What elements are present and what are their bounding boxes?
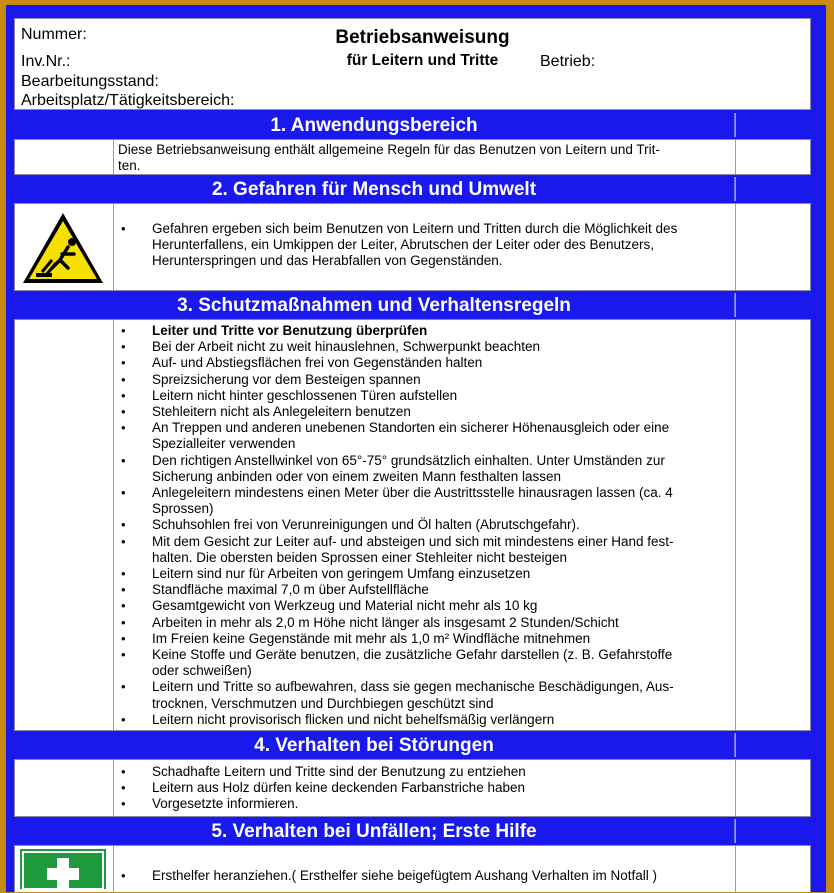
list-item-line: • Gefahren ergeben sich beim Benutzen von Leitern und Tritten durch die Möglichkeit des bbox=[152, 221, 678, 236]
column-divider bbox=[113, 204, 114, 290]
list-item-line: • Schadhafte Leitern und Tritte sind der Benutzung zu entziehen bbox=[152, 764, 526, 779]
list-item-line: • Leitern nicht hinter geschlossenen Türen aufstellen bbox=[152, 387, 458, 403]
list-item bbox=[118, 631, 738, 647]
section-2-list bbox=[118, 221, 738, 270]
list-item bbox=[118, 566, 738, 582]
list-item-line: • An Treppen und anderen unebenen Standorten ein sicherer Höhenausgleich oder eine bbox=[152, 420, 670, 436]
list-item bbox=[118, 404, 738, 420]
list-item-line: • Vorgesetzte informieren. bbox=[152, 796, 299, 812]
section-5-body bbox=[14, 845, 811, 892]
list-item-line: Sicherung anbinden oder von einem zweiten Mann festhalten lassen bbox=[152, 468, 562, 484]
list-item-line: • Leiter und Tritte vor Benutzung überprüfen bbox=[152, 323, 428, 338]
section-1-body bbox=[14, 139, 811, 175]
list-item-line: • Im Freien keine Gegenstände mit mehr als 1,0 m² Windfläche mitnehmen bbox=[152, 630, 591, 646]
list-item-line: Herunterspringen und das Herabfallen von Gegenständen. bbox=[152, 253, 503, 269]
first-aid-icon bbox=[20, 849, 106, 889]
list-item bbox=[118, 598, 738, 614]
list-item-line: halten. Die obersten beiden Sprossen einer Stehleiter nicht besteigen bbox=[152, 549, 568, 565]
section-4-body bbox=[14, 759, 811, 817]
list-item-line: • Schuhsohlen frei von Verunreinigungen und Öl halten (Abrutschgefahr). bbox=[152, 517, 580, 533]
list-item-line: • Ersthelfer heranziehen.( Ersthelfer siehe beigefügtem Aushang Verhalten im Notfall ) bbox=[152, 868, 658, 883]
section-1-title: 1. Anwendungsbereich bbox=[14, 113, 735, 137]
column-divider bbox=[113, 760, 114, 816]
field-inv-nr: Inv.Nr.: bbox=[21, 53, 71, 70]
list-item-line: Spezialleiter verwenden bbox=[152, 436, 296, 452]
section-2-title: 2. Gefahren für Mensch und Umwelt bbox=[14, 177, 735, 201]
section-1-header-side bbox=[735, 113, 811, 137]
header-box bbox=[14, 18, 811, 110]
list-item bbox=[118, 372, 738, 388]
list-item bbox=[118, 355, 738, 371]
list-item-line: • Den richtigen Anstellwinkel von 65°-75° grundsätzlich einhalten. Unter Umständen zur bbox=[152, 452, 665, 468]
section-4-title: 4. Verhalten bei Störungen bbox=[14, 733, 735, 757]
section-2-header-side bbox=[735, 177, 811, 201]
list-item bbox=[118, 517, 738, 533]
list-item-line: • Leitern sind nur für Arbeiten von geringem Umfang einzusetzen bbox=[152, 566, 531, 582]
column-divider bbox=[113, 140, 114, 174]
list-item-line: • Spreizsicherung vor dem Besteigen spannen bbox=[152, 371, 421, 387]
section-3-body bbox=[14, 319, 811, 731]
section-3-title: 3. Schutzmaßnahmen und Verhaltensregeln bbox=[14, 293, 735, 317]
list-item bbox=[118, 323, 738, 339]
list-item-line: • Leitern aus Holz dürfen keine deckenden Farbanstriche haben bbox=[152, 780, 525, 796]
document-subtitle: für Leitern und Tritte bbox=[346, 52, 499, 69]
list-item bbox=[118, 582, 738, 598]
list-item bbox=[118, 764, 738, 780]
document-title: Betriebsanweisung bbox=[335, 27, 510, 48]
field-betrieb: Betrieb: bbox=[540, 53, 596, 70]
list-item-line: Herunterfallens, ein Umkippen der Leiter, Abrutschen der Leiter oder des Benutzers, bbox=[152, 237, 655, 253]
list-item bbox=[118, 712, 738, 728]
list-item-line: • Stehleitern nicht als Anlegeleitern benutzen bbox=[152, 404, 411, 420]
field-bearbeitungsstand: Bearbeitungsstand: bbox=[21, 73, 159, 90]
section-2-body bbox=[14, 203, 811, 291]
section-1-text-line-1: Diese Betriebsanweisung enthält allgemeine Regeln für das Benutzen von Leitern und Trit- bbox=[118, 142, 660, 157]
list-item bbox=[118, 647, 738, 679]
list-item bbox=[118, 868, 738, 884]
list-item bbox=[118, 420, 738, 452]
list-item-line: • Standfläche maximal 7,0 m über Aufstellfläche bbox=[152, 582, 429, 598]
list-item-line: • Keine Stoffe und Geräte benutzen, die zusätzliche Gefahr darstellen (z. B. Gefahrstoffe bbox=[152, 647, 673, 663]
list-item-line: • Anlegeleitern mindestens einen Meter über die Austrittsstelle hinausragen lassen (ca. 4 bbox=[152, 485, 673, 501]
section-5-list bbox=[118, 868, 738, 884]
field-nummer: Nummer: bbox=[21, 26, 87, 43]
column-divider bbox=[113, 320, 114, 730]
list-item bbox=[118, 796, 738, 812]
list-item-line: oder schweißen) bbox=[152, 663, 252, 679]
column-divider bbox=[735, 140, 736, 174]
list-item-line: • Leitern und Tritte so aufbewahren, dass sie gegen mechanische Beschädigungen, Aus- bbox=[152, 679, 674, 695]
list-item bbox=[118, 485, 738, 517]
list-item bbox=[118, 388, 738, 404]
list-item-line: • Bei der Arbeit nicht zu weit hinauslehnen, Schwerpunkt beachten bbox=[152, 339, 540, 355]
list-item-line: • Auf- und Abstiegsflächen frei von Gegenständen halten bbox=[152, 355, 483, 371]
list-item-line: • Mit dem Gesicht zur Leiter auf- und absteigen und sich mit mindestens einer Hand fest- bbox=[152, 533, 674, 549]
list-item bbox=[118, 221, 738, 270]
list-item bbox=[118, 679, 738, 711]
list-item-line: • Leitern nicht provisorisch flicken und nicht behelfsmäßig verlängern bbox=[152, 711, 555, 727]
warning-fall-icon bbox=[20, 210, 106, 286]
section-4-header-side bbox=[735, 733, 811, 757]
list-item bbox=[118, 780, 738, 796]
list-item bbox=[118, 615, 738, 631]
section-5-header-side bbox=[735, 819, 811, 843]
list-item bbox=[118, 534, 738, 566]
section-4-list bbox=[118, 764, 738, 813]
section-1-text-line-2: ten. bbox=[118, 158, 141, 173]
section-5-title: 5. Verhalten bei Unfällen; Erste Hilfe bbox=[14, 819, 735, 843]
list-item bbox=[118, 339, 738, 355]
list-item-line: Sprossen) bbox=[152, 501, 214, 517]
section-3-list bbox=[118, 323, 738, 728]
list-item-line: • Arbeiten in mehr als 2,0 m Höhe nicht länger als insgesamt 2 Stunden/Schicht bbox=[152, 614, 619, 630]
list-item-line: trocknen, Verschmutzen und Durchbiegen geschützt sind bbox=[152, 695, 494, 711]
list-item bbox=[118, 453, 738, 485]
column-divider bbox=[113, 846, 114, 893]
section-3-header-side bbox=[735, 293, 811, 317]
field-arbeitsplatz: Arbeitsplatz/Tätigkeitsbereich: bbox=[21, 92, 235, 109]
list-item-line: • Gesamtgewicht von Werkzeug und Material nicht mehr als 10 kg bbox=[152, 598, 538, 614]
